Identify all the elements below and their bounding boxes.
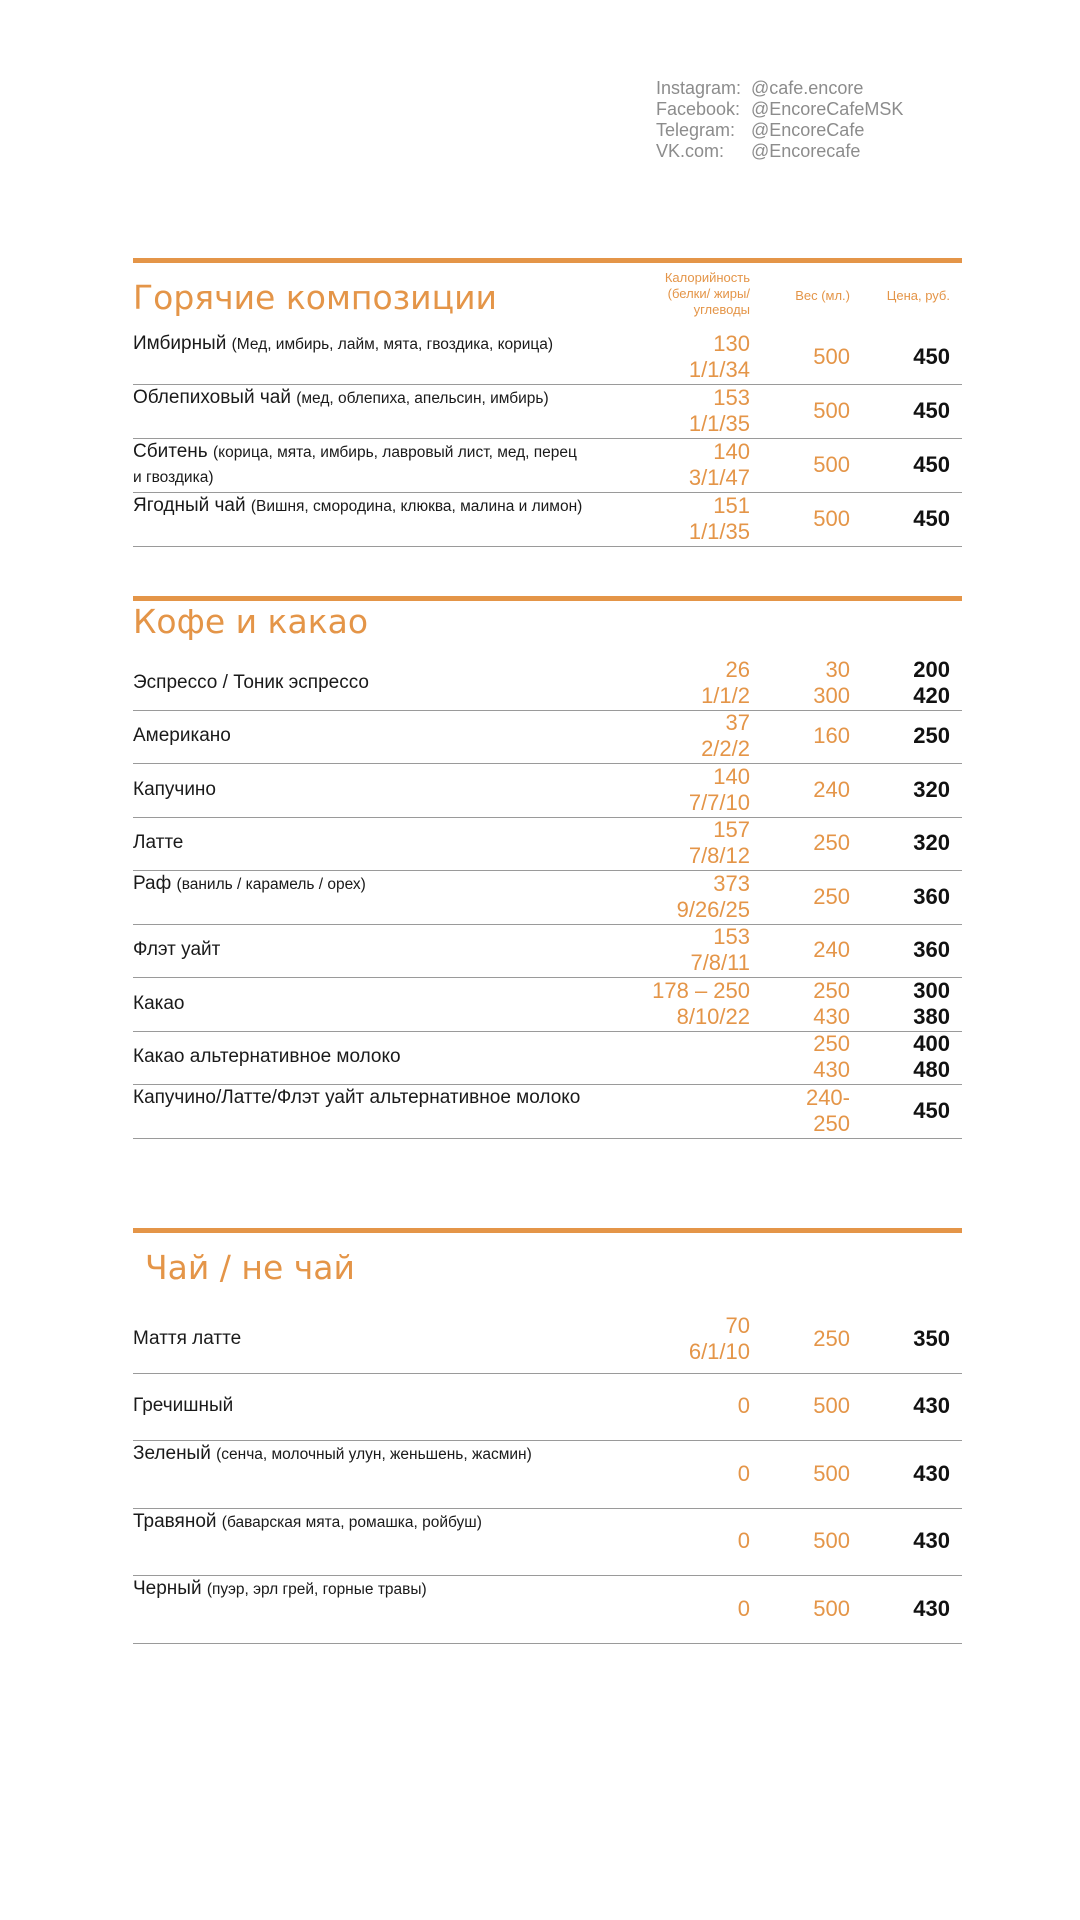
- item-calories-value: 157: [713, 817, 750, 843]
- item-price-value: 450: [913, 452, 950, 477]
- menu-item: [133, 438, 962, 493]
- item-volume-value: 240: [813, 937, 850, 963]
- item-volume: [813, 884, 850, 910]
- social-row: [656, 78, 956, 99]
- item-name: [133, 671, 583, 695]
- item-volume-value: 250: [813, 977, 850, 1003]
- item-volume: [813, 830, 850, 856]
- item-price: [913, 1098, 950, 1124]
- item-price: [913, 1528, 950, 1554]
- item-price-value: 200: [913, 656, 950, 682]
- social-label: Instagram:: [656, 78, 742, 98]
- item-calories-value: 0: [737, 1595, 750, 1621]
- item-volume: [813, 657, 850, 709]
- weight-header: Вес (мл.): [795, 288, 850, 303]
- social-handle[interactable]: @EncoreCafe: [751, 120, 865, 140]
- item-calories: [701, 710, 750, 762]
- item-calories-value: 70: [725, 1312, 750, 1338]
- item-price: [913, 1326, 950, 1352]
- item-price: [913, 344, 950, 370]
- item-volume: [813, 398, 850, 424]
- item-volume-value: 500: [813, 344, 850, 369]
- item-volume-value: 240-: [805, 1084, 850, 1110]
- social-handle[interactable]: @EncoreCafeMSK: [751, 99, 904, 119]
- item-price-value: 420: [913, 682, 950, 708]
- item-price-value: 380: [913, 1003, 950, 1029]
- menu-item: [133, 817, 962, 872]
- item-calories-value: 153: [713, 385, 750, 410]
- item-volume: [813, 1326, 850, 1352]
- item-price-value: 350: [913, 1325, 950, 1351]
- item-calories: [701, 657, 750, 709]
- item-volume: [813, 1031, 850, 1083]
- item-calories: [689, 331, 750, 383]
- item-calories-value: 6/1/10: [688, 1338, 750, 1364]
- item-price-value: 450: [913, 344, 950, 369]
- item-price: [913, 1393, 950, 1419]
- item-name: [133, 1394, 583, 1418]
- item-volume-value: 300: [813, 682, 850, 708]
- menu-item: [133, 870, 962, 925]
- item-volume-value: 240: [813, 776, 850, 802]
- item-volume: [813, 723, 850, 749]
- item-description: (Мед, имбирь, лайм, мята, гвоздика, корица): [231, 336, 554, 353]
- item-price: [913, 777, 950, 803]
- item-calories-value: 7/7/10: [688, 789, 750, 815]
- item-calories-value: 0: [737, 1528, 750, 1554]
- section-rule: [133, 596, 962, 601]
- item-price: [913, 657, 950, 709]
- menu-item: [133, 1305, 962, 1374]
- item-calories-value: 140: [713, 763, 750, 789]
- item-calories: [689, 493, 750, 545]
- item-price-value: 320: [913, 830, 950, 856]
- item-price: [913, 506, 950, 532]
- item-title: Какао альтернативное молоко: [133, 1046, 401, 1068]
- social-row: [656, 120, 956, 141]
- item-calories: [689, 385, 750, 437]
- item-volume-value: 250: [813, 883, 850, 909]
- item-calories-value: 1/1/35: [688, 519, 750, 544]
- section-rule: [133, 1228, 962, 1233]
- item-price: [913, 723, 950, 749]
- item-name: [133, 872, 583, 897]
- item-calories-value: 140: [713, 439, 750, 464]
- item-volume: [813, 1528, 850, 1554]
- item-volume-value: 500: [813, 1393, 850, 1419]
- item-title: Капучино: [133, 778, 216, 800]
- item-calories: [738, 1596, 750, 1622]
- item-description: (мед, облепиха, апельсин, имбирь): [296, 390, 549, 407]
- item-price-value: 430: [913, 1528, 950, 1554]
- item-volume-value: 500: [813, 1595, 850, 1621]
- item-calories: [689, 817, 750, 869]
- menu-item: [133, 710, 962, 765]
- item-title: Маття латте: [133, 1327, 242, 1349]
- menu-item: [133, 1031, 962, 1086]
- item-price: [913, 830, 950, 856]
- item-name: [133, 1045, 583, 1069]
- item-volume-value: 500: [813, 1528, 850, 1554]
- item-calories-value: 7/8/12: [688, 843, 750, 869]
- price-header: Цена, руб.: [886, 288, 950, 303]
- item-volume-value: 500: [813, 506, 850, 531]
- item-title: Черный: [133, 1578, 202, 1599]
- item-price-value: 450: [913, 1097, 950, 1123]
- item-calories-value: 37: [725, 710, 750, 736]
- item-title: Латте: [133, 832, 184, 854]
- item-description: (баварская мята, ромашка, ройбуш): [221, 1513, 482, 1531]
- item-name: [133, 494, 583, 519]
- social-row: [656, 99, 956, 120]
- item-title: Эспрессо / Тоник эспрессо: [133, 671, 369, 693]
- item-title: Американо: [133, 725, 231, 747]
- item-volume: [813, 978, 850, 1030]
- item-name: [133, 1442, 583, 1467]
- section-title: Горячие композиции: [133, 278, 497, 317]
- item-volume: [813, 344, 850, 370]
- item-price-value: 360: [913, 883, 950, 909]
- item-calories-value: 130: [713, 331, 750, 356]
- item-price-value: 320: [913, 776, 950, 802]
- item-calories-value: 0: [737, 1460, 750, 1486]
- item-name: [133, 1327, 583, 1351]
- item-calories-value: 0: [737, 1393, 750, 1419]
- item-calories-value: 3/1/47: [688, 465, 750, 490]
- item-name: [133, 938, 583, 962]
- menu-item: [133, 492, 962, 547]
- section-title: Чай / не чай: [145, 1248, 355, 1287]
- item-calories: [652, 978, 750, 1030]
- item-calories-value: 151: [713, 493, 750, 518]
- item-volume-value: 500: [813, 398, 850, 423]
- section-title: Кофе и какао: [133, 602, 369, 641]
- item-name: [133, 332, 583, 357]
- section-rule: [133, 258, 962, 263]
- item-volume-value: 430: [813, 1057, 850, 1083]
- item-price: [913, 884, 950, 910]
- item-name: [133, 724, 583, 748]
- item-calories-value: 26: [725, 656, 750, 682]
- item-calories-value: 1/1/34: [688, 357, 750, 382]
- item-price-value: 360: [913, 937, 950, 963]
- item-volume: [813, 777, 850, 803]
- menu-item: [133, 1575, 962, 1644]
- item-volume: [806, 1085, 850, 1137]
- item-volume: [813, 937, 850, 963]
- item-name: [133, 778, 583, 802]
- item-calories: [689, 1313, 750, 1365]
- item-calories: [738, 1528, 750, 1554]
- item-calories: [738, 1461, 750, 1487]
- item-calories-value: 1/1/2: [701, 682, 750, 708]
- item-volume-value: 30: [825, 656, 850, 682]
- item-title: Имбирный: [133, 333, 227, 354]
- item-title: Гречишный: [133, 1395, 234, 1417]
- item-title: Ягодный чай: [133, 495, 246, 516]
- item-name: [133, 440, 583, 490]
- item-calories-value: 373: [713, 870, 750, 896]
- item-name: [133, 1510, 583, 1535]
- item-price: [913, 1461, 950, 1487]
- section-hot-compositions: [133, 258, 962, 548]
- item-price: [913, 1596, 950, 1622]
- item-price-value: 480: [913, 1057, 950, 1083]
- item-name: [133, 831, 583, 855]
- item-volume-value: 250: [813, 1110, 850, 1136]
- item-price-value: 430: [913, 1595, 950, 1621]
- item-title: Флэт уайт: [133, 939, 221, 961]
- item-volume-value: 500: [813, 1460, 850, 1486]
- item-calories: [677, 871, 750, 923]
- menu-item: [133, 656, 962, 711]
- menu-item: [133, 763, 962, 818]
- item-price-value: 450: [913, 506, 950, 531]
- item-description: (Вишня, смородина, клюква, малина и лимон): [250, 498, 583, 515]
- item-calories: [689, 439, 750, 491]
- calories-header: Калорийность (белки/ жиры/ углеводы: [664, 270, 750, 317]
- item-volume-value: 250: [813, 830, 850, 856]
- menu-item: [133, 384, 962, 439]
- item-title: Травяной: [133, 1510, 217, 1532]
- menu-item: [133, 1084, 962, 1139]
- item-price-value: 300: [913, 977, 950, 1003]
- item-volume-value: 500: [813, 452, 850, 477]
- item-title: Зеленый: [133, 1443, 211, 1464]
- item-name: [133, 386, 583, 411]
- item-calories-value: 178 – 250: [652, 977, 750, 1003]
- item-volume: [813, 506, 850, 532]
- item-name: [133, 992, 583, 1016]
- item-calories-value: 8/10/22: [676, 1003, 750, 1029]
- item-title: Какао: [133, 992, 185, 1014]
- menu-item: [133, 330, 962, 385]
- social-handle[interactable]: @Encorecafe: [751, 141, 861, 161]
- item-calories: [689, 764, 750, 816]
- item-volume-value: 430: [813, 1003, 850, 1029]
- menu-item: [133, 1508, 962, 1577]
- item-price-value: 250: [913, 723, 950, 749]
- menu-item: [133, 924, 962, 979]
- item-price: [913, 452, 950, 478]
- section-coffee-cocoa: [133, 596, 962, 1136]
- item-calories-value: 9/26/25: [676, 896, 750, 922]
- social-label: Telegram:: [656, 120, 736, 140]
- item-price-value: 430: [913, 1393, 950, 1419]
- item-price: [913, 937, 950, 963]
- item-title: Сбитень: [133, 441, 208, 462]
- item-name: [133, 1577, 583, 1602]
- item-volume: [813, 1461, 850, 1487]
- item-price-value: 400: [913, 1031, 950, 1057]
- item-price: [913, 1031, 950, 1083]
- item-description: (корица, мята, имбирь, лавровый лист, мед, перец и гвоздика): [133, 444, 577, 486]
- item-name: [133, 1086, 603, 1110]
- item-calories: [738, 1393, 750, 1419]
- social-links: [656, 78, 956, 170]
- item-calories-value: 153: [713, 924, 750, 950]
- item-volume: [813, 1596, 850, 1622]
- social-row: [656, 141, 956, 162]
- menu-item: [133, 1440, 962, 1509]
- item-volume: [813, 1393, 850, 1419]
- item-price: [913, 978, 950, 1030]
- social-label: VK.com:: [656, 141, 725, 161]
- item-calories-value: 7/8/11: [690, 950, 750, 976]
- item-calories-value: 1/1/35: [688, 411, 750, 436]
- item-title: Раф: [133, 873, 172, 894]
- item-volume-value: 160: [813, 723, 850, 749]
- item-price: [913, 398, 950, 424]
- item-calories: [690, 924, 750, 976]
- item-title: Капучино/Латте/Флэт уайт альтернативное молоко: [133, 1087, 581, 1108]
- item-volume: [813, 452, 850, 478]
- item-description: (пуэр, эрл грей, горные травы): [206, 1581, 427, 1598]
- social-handle[interactable]: @cafe.encore: [751, 78, 864, 98]
- item-volume-value: 250: [813, 1031, 850, 1057]
- menu-item: [133, 977, 962, 1032]
- item-description: (ваниль / карамель / орех): [176, 876, 366, 893]
- item-price-value: 430: [913, 1460, 950, 1486]
- item-price-value: 450: [913, 398, 950, 423]
- item-description: (сенча, молочный улун, женьшень, жасмин): [216, 1446, 532, 1463]
- item-volume-value: 250: [813, 1325, 850, 1351]
- social-label: Facebook:: [656, 99, 741, 119]
- menu-item: [133, 1373, 962, 1442]
- item-title: Облепиховый чай: [133, 387, 291, 408]
- item-calories-value: 2/2/2: [701, 736, 750, 762]
- section-tea: [133, 1228, 962, 1648]
